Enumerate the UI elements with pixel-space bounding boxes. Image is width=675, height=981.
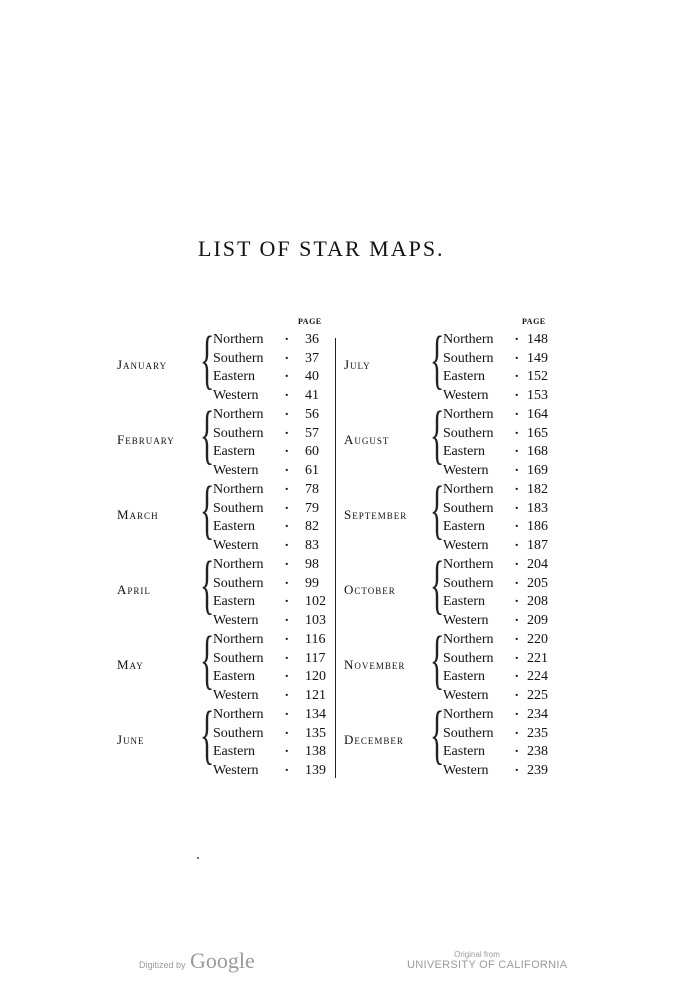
map-direction: Southern [213,575,264,591]
leader-dot: . [285,366,289,381]
month-label: February [117,432,175,447]
map-direction: Southern [213,425,264,441]
map-page-number: 153 [527,387,548,403]
leader-dot: . [285,591,289,606]
brace-icon: { [200,698,215,771]
map-page-number: 187 [527,537,548,553]
leader-dot: . [285,497,289,513]
map-direction: Eastern [443,594,485,609]
leader-dot: . [515,609,519,625]
leader-dot: . [515,684,519,700]
leader-dot: . [285,647,289,663]
map-page-number: 209 [527,612,548,628]
page-column-header-left: PAGE [298,317,322,326]
map-direction: Southern [213,500,264,516]
leader-dot: . [515,629,519,644]
map-page-number: 135 [305,725,326,741]
map-page-number: 36 [305,332,319,347]
map-direction: Southern [213,725,264,741]
brace-icon: { [430,398,445,471]
map-page-number: 238 [527,744,548,759]
university-text: UNIVERSITY OF CALIFORNIA [407,959,568,971]
month-label: August [344,432,390,447]
map-page-number: 235 [527,725,548,741]
map-direction: Western [443,387,489,403]
map-page-number: 56 [305,407,319,422]
map-direction: Northern [213,407,264,422]
map-page-number: 148 [527,332,548,347]
map-page-number: 139 [305,762,326,778]
map-page-number: 60 [305,444,319,459]
map-page-number: 57 [305,425,319,441]
map-direction: Western [213,687,259,703]
map-direction: Western [443,687,489,703]
map-page-number: 205 [527,575,548,591]
map-page-number: 169 [527,462,548,478]
leader-dot: . [515,516,519,531]
leader-dot: . [515,329,519,344]
map-page-number: 98 [305,557,319,572]
map-direction: Western [213,612,259,628]
brace-icon: { [200,623,215,696]
leader-dot: . [285,422,289,438]
map-direction: Eastern [213,369,255,384]
map-page-number: 168 [527,444,548,459]
month-label: November [344,657,406,672]
map-direction: Western [443,612,489,628]
google-logo: Google [189,948,255,973]
leader-dot: . [515,704,519,719]
leader-dot: . [285,704,289,719]
map-direction: Northern [213,482,264,497]
leader-dot: . [515,479,519,494]
map-direction: Western [213,762,259,778]
paper-speck [197,857,199,859]
leader-dot: . [285,572,289,588]
map-page-number: 103 [305,612,326,628]
map-page-number: 37 [305,350,319,366]
leader-dot: . [515,497,519,513]
map-direction: Eastern [213,669,255,684]
map-page-number: 117 [305,650,326,666]
map-direction: Northern [443,632,494,647]
map-page-number: 221 [527,650,548,666]
leader-dot: . [285,609,289,625]
brace-icon: { [430,623,445,696]
brace-icon: { [200,398,215,471]
source-watermark [407,950,568,971]
map-direction: Southern [443,425,494,441]
leader-dot: . [285,741,289,756]
page-column-header-right: PAGE [522,317,546,326]
leader-dot: . [515,722,519,738]
map-page-number: 164 [527,407,548,422]
page-title: LIST OF STAR MAPS. [198,236,445,261]
leader-dot: . [515,404,519,419]
leader-dot: . [515,554,519,569]
leader-dot: . [285,459,289,475]
leader-dot: . [515,647,519,663]
brace-icon: { [200,548,215,621]
brace-icon: { [430,323,445,396]
map-direction: Eastern [443,444,485,459]
leader-dot: . [285,666,289,681]
column-divider [335,338,336,778]
month-label: June [117,732,145,747]
map-page-number: 149 [527,350,548,366]
leader-dot: . [515,591,519,606]
leader-dot: . [515,666,519,681]
month-label: December [344,732,404,747]
brace-icon: { [200,473,215,546]
month-label: October [344,582,396,597]
map-page-number: 204 [527,557,548,572]
map-direction: Northern [443,557,494,572]
map-direction: Southern [443,350,494,366]
map-page-number: 41 [305,387,319,403]
map-page-number: 102 [305,594,326,609]
leader-dot: . [515,366,519,381]
brace-icon: { [200,323,215,396]
map-page-number: 79 [305,500,319,516]
map-page-number: 239 [527,762,548,778]
brace-icon: { [430,698,445,771]
map-direction: Eastern [443,369,485,384]
map-direction: Eastern [213,444,255,459]
map-direction: Southern [213,350,264,366]
map-page-number: 83 [305,537,319,553]
map-direction: Southern [443,650,494,666]
map-direction: Western [213,537,259,553]
map-direction: Western [443,762,489,778]
map-direction: Northern [213,632,264,647]
map-page-number: 224 [527,669,548,684]
map-direction: Northern [213,332,264,347]
leader-dot: . [285,384,289,400]
month-label: May [117,657,144,672]
map-direction: Northern [443,407,494,422]
map-page-number: 61 [305,462,319,478]
leader-dot: . [515,759,519,775]
map-direction: Eastern [443,519,485,534]
map-page-number: 82 [305,519,319,534]
map-direction: Western [213,387,259,403]
map-direction: Northern [443,482,494,497]
leader-dot: . [515,741,519,756]
month-label: September [344,507,408,522]
map-page-number: 208 [527,594,548,609]
brace-icon: { [430,548,445,621]
digitized-by-text: Digitized by [139,960,186,970]
leader-dot: . [285,534,289,550]
map-page-number: 120 [305,669,326,684]
leader-dot: . [285,479,289,494]
leader-dot: . [515,384,519,400]
leader-dot: . [515,572,519,588]
leader-dot: . [285,684,289,700]
leader-dot: . [515,347,519,363]
map-direction: Southern [443,500,494,516]
map-direction: Southern [443,575,494,591]
leader-dot: . [285,554,289,569]
leader-dot: . [285,629,289,644]
map-page-number: 183 [527,500,548,516]
month-label: July [344,357,371,372]
month-label: January [117,357,168,372]
digitized-by-google-watermark [139,948,255,974]
leader-dot: . [515,422,519,438]
leader-dot: . [285,441,289,456]
map-direction: Northern [443,707,494,722]
month-label: March [117,507,159,522]
leader-dot: . [515,534,519,550]
map-direction: Northern [213,557,264,572]
map-page-number: 234 [527,707,548,722]
leader-dot: . [515,441,519,456]
map-direction: Western [213,462,259,478]
map-page-number: 186 [527,519,548,534]
map-page-number: 182 [527,482,548,497]
map-page-number: 116 [305,632,326,647]
map-page-number: 121 [305,687,326,703]
map-direction: Southern [213,650,264,666]
map-direction: Eastern [213,744,255,759]
leader-dot: . [285,347,289,363]
map-direction: Eastern [443,744,485,759]
map-direction: Northern [213,707,264,722]
map-page-number: 165 [527,425,548,441]
leader-dot: . [285,759,289,775]
map-page-number: 225 [527,687,548,703]
map-page-number: 40 [305,369,319,384]
leader-dot: . [285,329,289,344]
map-direction: Northern [443,332,494,347]
map-page-number: 220 [527,632,548,647]
map-page-number: 78 [305,482,319,497]
map-page-number: 134 [305,707,326,722]
map-direction: Eastern [443,669,485,684]
leader-dot: . [285,722,289,738]
brace-icon: { [430,473,445,546]
map-page-number: 152 [527,369,548,384]
month-label: April [117,582,151,597]
original-from-text: Original from [454,950,500,959]
map-page-number: 99 [305,575,319,591]
map-direction: Southern [443,725,494,741]
map-direction: Eastern [213,519,255,534]
map-direction: Eastern [213,594,255,609]
leader-dot: . [285,516,289,531]
map-direction: Western [443,462,489,478]
leader-dot: . [515,459,519,475]
map-page-number: 138 [305,744,326,759]
map-direction: Western [443,537,489,553]
leader-dot: . [285,404,289,419]
